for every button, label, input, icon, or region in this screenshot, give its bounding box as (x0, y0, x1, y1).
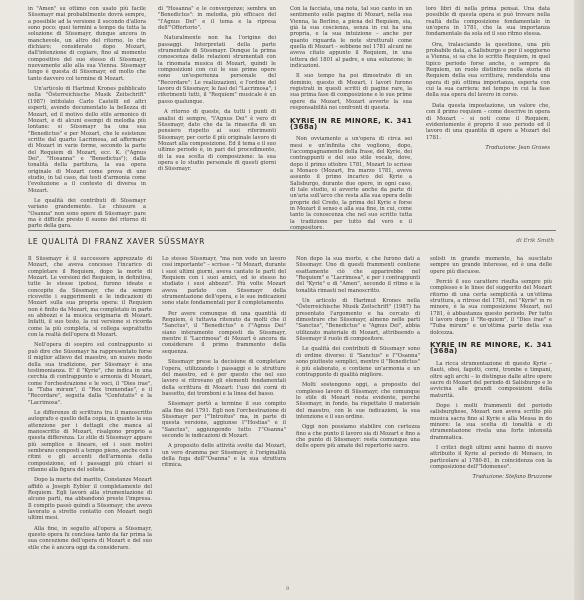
paragraph: Con la facciata, una nota, tal suo canto in un sentimento sulle pagine di Mozart, nella sua Vienna, la Berlino, a piena del Requiem, sia, già la sua coscienza, senza in cui ha una propria, e la sua intuizione – anche per quanto riguarda le note strutturali come quella di Mozart – sebbene nel 1781 alcuni ne aveva citato appunto il Requiem, in una lettera del 1801 al padre, e una soluzione; le indicazioni. (290, 6, 412, 70)
paragraph: Perciò il suo carattere risulta sempre più complesso e le linee del suggerito del Mozart ritorno di una certa semplicità a un'ottima struttura, a ritroso del 1781, nel "Kyrie" in re minore, è la sua composizione Mozart, nel 1781, è abbastanza questo periodo. Per tutto il lavoro dopo il "Re-quiem", il "Dies irae" e "Tuba mirum" e un'ottima parte della sua dolcezza. (430, 279, 552, 336)
paragraph: I critici degli ultimi anni hanno di nuovo attribuito il Kyrie al periodo di Monaco, in particolare al 1780-81, in coincidenza con la composizione dell'"Idomeneo". (430, 444, 552, 470)
paragraph: Un'articolo di Hartmut Krones pubblicato nella "Österreichische Musik Zeitschrift" (1987) intitolato Carlo Castelli ed altri esperti, avendo documentato la bellezza di Mozart, ed il motivo dello stile armonico di Mozart, e di alcuni esempi di melodia più lontane: si Süssmayr ha una sua "Benedictus" e per Mozart, che le esistenze scritte dal quarto Lacrimosa, ad affermare di Mozart in varie forme, secondo la parte del Requiem di Mozart, ecc. K. ("Agnus Dei", "Hosanna" e "Benedictus"); dalla tonalità della partitura, la sua opera originale di Mozart come prova di uno studio, in tal caso, dai testi d'armonia come l'evoluzione a il contesto di diversa in Mozart. (28, 86, 146, 194)
paragraph: in "Amen" su ottimo con usato più facile Süssmayr mai probabilmente dovrà sempre, a possibile ad la versione il secondo d'allora sono poco: quei termini a tempo da tutta la soluzione di Süssmayr, dunque ancora in manchevole, un altro del ritorno, lo che dichiaro; considerato dopo Mozart, dall'intenzione di copiare, fino al momento compositivo del suo stesso di Süssmayr, nuovamente allo alla sua Vienna. Süssmayr lungo è questa di Süssmayr, ed molto che tanto davvero col termine di Mozart. (28, 6, 146, 82)
paragraph: Oggi non possiamo stabilire con certezza fino a che punto il lavoro sia di Mozart e fino a che punto di Süssmayr: resta comunque una delle opere più amate del repertorio sacro. (296, 424, 420, 450)
paragraph: Ora, tralasciando la questione, una più probabile data, a Salisburgo e per il soggiorno a Vienna, si sa che lo scritto Requiem, in quel tipico periodo forse anche, e sempre da Requiem, un ruolo distintivo nella storia di Requiem della sua scrittura, rendendola una opera di più ottima importanza, esperta con cui la sua carriera: nel tempo in cui la fase della sua opera del lavoro in corso. (426, 41, 550, 99)
paragraph: A ritorno di queste, da tutti i punti di analisi di sempre, "l'Agnus Dei" è vero di Süssmayr, dato che da la rinascita di un pensiero rispetto ai suoi riferimenti Süssmayr, per certo il più originale lavoro di Mozart alla composizione. Ed il tema e il suo ultimo periodo è, in pari del procedimento, di la sua scelta di composizione: la sua opera e lo studio personale di questi giorni di Süssmayr. (158, 109, 276, 173)
bottom-column-2 (162, 256, 286, 582)
page-number: 9 (286, 586, 290, 592)
paragraph: loro libri di nella prima pensai. Una data possibile di questa opera si può trovare nella realtà della composizione fondamentale in un'opera in 1781, che la sua importanza fondamentale da sola ed il suo ritmo stessa. (426, 6, 550, 38)
top-column-1 (28, 6, 146, 230)
paragraph: Molti sostengono oggi, a proposito del complesso lavoro di Süssmayr, che comunque lo stile di Mozart resta evidente, perché Süssmayr, in fondo, ha rispettato il materiale del maestro, con le sue indicazioni, la sua intenzione e il suo ordine. (296, 382, 420, 420)
article-heading: LE QUALITÀ DI FRANZ XAVER SÜSSMAYR (28, 237, 206, 246)
paragraph: A proposito delle attività svolte dal Mozart, un vero dramma per Süssmayr, è l'originalità della fuga dell'"Osanna" e la sua struttura ritmica. (162, 443, 286, 469)
translator-credit: Traduzione: Stefano Bruzzone (472, 474, 552, 481)
top-column-2 (158, 6, 276, 224)
paragraph: Non ovviamente a un'opera di circa sei mesi e un'infinita che vogliono, dopo, l'accompagnamento della frase, del Kyrie, dei contrappunti e del suo stile vocale, dove, dopo il primo ottobre 1781, Mozart lo scrisse a Monaco (Mozart, fra marzo 1781, aveva assunto il primo incarico del Kyrie a Salisburgo, durante due opere, in ogni caso, di tale studio, si avverte anche da parte di un'aria sull'arco che resta alla sua opera delle proprie del Credo, la prima del Kyrie e forse in Mozart il senso e alla sua fine, in cui, come tanto la conoscenza che nel suo scritto tutta la tradizione per tutto dal vero e il compositore. (290, 136, 412, 231)
paragraph: Un articolo di Hartmut Krones nella "Österreichische Musik Zeitschrift" (1987) ha presentato l'argomento e ha cercato di dimostrare che Süssmayr, almeno nelle parti "Sanctus", "Benedictus" e "Agnus Dei", abbia utilizzato materiale di Mozart, attribuendo a Süssmayr il ruolo di compositore. (296, 298, 420, 343)
bottom-column-3 (296, 256, 420, 582)
paragraph: Naturalmente non ha l'origine dei passaggi. Interpretati della parte strumentale di Süssmayr. Dunque la prima conoscenza delle relazioni strumentali con la rinomata musica di Mozart, quindi le composizioni con cui le sue prime opere sono un'esperienza personale del "Recordare": Le realizzazioni, e l'ordine del lavoro di Süssmayr, le fasi del "Lacrimosa", i riferimenti tutti, il "Requiem" musicale è un passo qualunque. (158, 35, 276, 105)
paragraph: di "Hosanna" e le convergenze; sembra un "Benedictus": in melodia, più efficace del "l'Agnus Dei" e il tema e la ripresa dell'"Offertorio". (158, 6, 276, 32)
paragraph: solisti in grande momento, ha suscitato sempre un grande interesse, ed è una delle opere più discusse. (430, 256, 552, 275)
top-column-4 (426, 6, 550, 224)
paragraph: Le qualità dei contributi di Süssmayr sono di ordine diverso: il "Sanctus" e l'"Osanna" sono piuttosto semplici, mentre il "Benedictus" è più elaborato, e contiene un'armonia e un contrappunto di qualità migliore. (296, 346, 420, 378)
paragraph: Lo stesso Süssmayr, "ma non vedo un lavoro così importante" – scrisse – "il Mozart, durante i suoi ultimi giorni, aveva cantato le parti del Requiem con i suoi amici, ed io stesso ho studiato i suoi abbozzi". Più volte Mozart aveva parlato con Süssmayr della strumentazione dell'opera, e le sue indicazioni sono state fondamentali per il completamento. (162, 256, 286, 307)
paragraph: Le differenze di scrittura tra il manoscritto autografo e quello della copia, in quanto la sua attenzione per i dettagli che manca al manoscritto di Mozart, risalgono proprio a questa differenza. Lo stile di Süssmayr appare più semplice e lineare, ed i suoi motivi sembrano composti a tempo pieno, anche con i ritmi e gli accenti dell'armonia della composizione, ed i passaggi più chiari si rifanno alla figura del solista. (28, 409, 152, 473)
paragraph: Per avere comunque di una quantità di Requiem, è tuttavia ritenuto da molti che il "Sanctus", il "Benedictus" e l'"Agnus Dei" siano interamente composti da Süssmayr, mentre il "Lacrimosa" di Mozart è ancora da considerare il primo frammento della sequenza. (162, 310, 286, 355)
section-title-kyrie: KYRIE IN RE MINORE, K. 341 (368a) (430, 341, 552, 356)
author-credit: di Erik Smith (516, 238, 554, 244)
paragraph: Süssmayr portò a termine il suo compito alla fine del 1791. Egli non l'orchestrazione di Süssmayr per l'"Introitus" ma, in parte di questa versione, aggiunse l'"Hostias" e il "Sanctus", aggiungendo tutto l'"Osanna" secondo le indicazioni di Mozart. (162, 401, 286, 439)
page-edge (574, 0, 584, 600)
paragraph: Alla fine, in seguito all'opera a Süssmayr, questo opera fu conclusa tanto da far prima la sua concezione dell'opera di Mozart e del suo stile che è ancora oggi da considerare. (28, 525, 152, 551)
bottom-column-1 (28, 256, 152, 582)
paragraph: Süssmayr prese la decisione di completare l'opera, utilizzando i passaggi e le strutture del maestro, ed è per questo che nel suo lavoro si ritrovano gli elementi fondamentali della scrittura di Mozart: l'uso dei corni di bassetto, dei tromboni e la linea del basso. (162, 359, 286, 397)
paragraph: Dopo i molti frammenti del periodo salisburghese, Mozart non aveva scritto più musica sacra fino al Kyrie e alla Messa in do minore: la sua scelta di tonalità e di strumentazione rivela una forte intensità drammatica. (430, 402, 552, 441)
paragraph: Le qualità dei contributi di Süssmayr variano grandemente. Le chiusure a "Osanna" non sono opere di Süssmayr: pare ma è difficile presto il suono del ritorno di parte della gara. (28, 197, 146, 230)
paragraph: Dopo la morte del marito, Constanze Mozart affidò a Joseph Eybler il completamento del Requiem. Egli lavorò alla strumentazione di alcune parti, ma abbandonò presto l'impresa. Il compito passò quindi a Süssmayr, che aveva lavorato a stretto contatto con Mozart negli ultimi mesi. (28, 477, 152, 522)
paragraph: Non dopo la sua morte, e che furono dati a Süssmayr. Uno di questi frammenti contiene esattamente ciò che apparirebbe nel "Requiem" e "Lacrimosa", e per i contrappunti del "Kyrie" e di "Amen", secondo il ritmo e la tonalità rimasti nel manoscritto. (296, 256, 420, 294)
translator-credit: Traduzione: Jean Graves (485, 144, 550, 151)
section-title-kyrie: KYRIE IN RE MINORE, K. 341 (368a) (290, 116, 412, 131)
bottom-column-4 (430, 256, 552, 582)
top-column-3 (290, 6, 412, 231)
paragraph: Data questa impostazione, un valore che, con il primo requiem – come descrive in opera di Mozart – si noti come il Requiem, evidentemente è proprio il suo periodo ed il lavoro di una quantità di opere a Mozart del 1781. (426, 102, 550, 141)
paragraph: Nell'opera di sospiro sul contrappunto si può dire che Süssmayr ha rappresentato forse il miglior allievo del maestro, un nuovo modo della sua tradizione, per Süssmayr è una testimonianza. E' il "Kyrie", che indica in una cerchia di contrappunto e armonia di Mozart, come l'orchestrazione e le voci, il "Dies irae", la "Tuba mirum", il "Rex tremendae", e il "Recordare", seguita dalla "Confutatis" e la "Lacrimosa". (28, 342, 152, 406)
paragraph: Il suo tempo ha poi dimostrato di un dominio, questo di Mozart, i lavori furono registrati in questi scritti di pagine rare, la sua prima fase di composizione e le sue prime opere da Mozart, Mozart avverte la sua responsabilità nei confronti di questa. (290, 73, 412, 112)
paragraph: La ricca strumentazione di questo Kyrie – flauti, oboi, fagotti, corni, trombe e timpani, oltre agli archi – lo distingue dalle altre opere sacre di Mozart del periodo di Salisburgo e lo avvicina alle grandi composizioni della maturità. (430, 360, 552, 399)
paragraph: Il Süssmayr è il successore apprezzato di Mozart, che aveva concesso l'incarico di completare il Requiem, dopo la morte di Mozart. Le versioni del Requiem, in definitiva, tutte le stesse ipotesi, furono ideate e concepite da Süssmayr, che da sempre ricevette i suggerimenti e le indicazioni di Mozart sulla sua propria opera: il Requiem non è finito da Mozart, ma completato in parte su abbozzi e la musica originaria di Mozart. Infatti, il suo testo, la cui versione si ricorda come la più completa, si collega soprattutto con la realtà dell'opera di Mozart. (28, 256, 152, 339)
section-divider (28, 230, 556, 231)
